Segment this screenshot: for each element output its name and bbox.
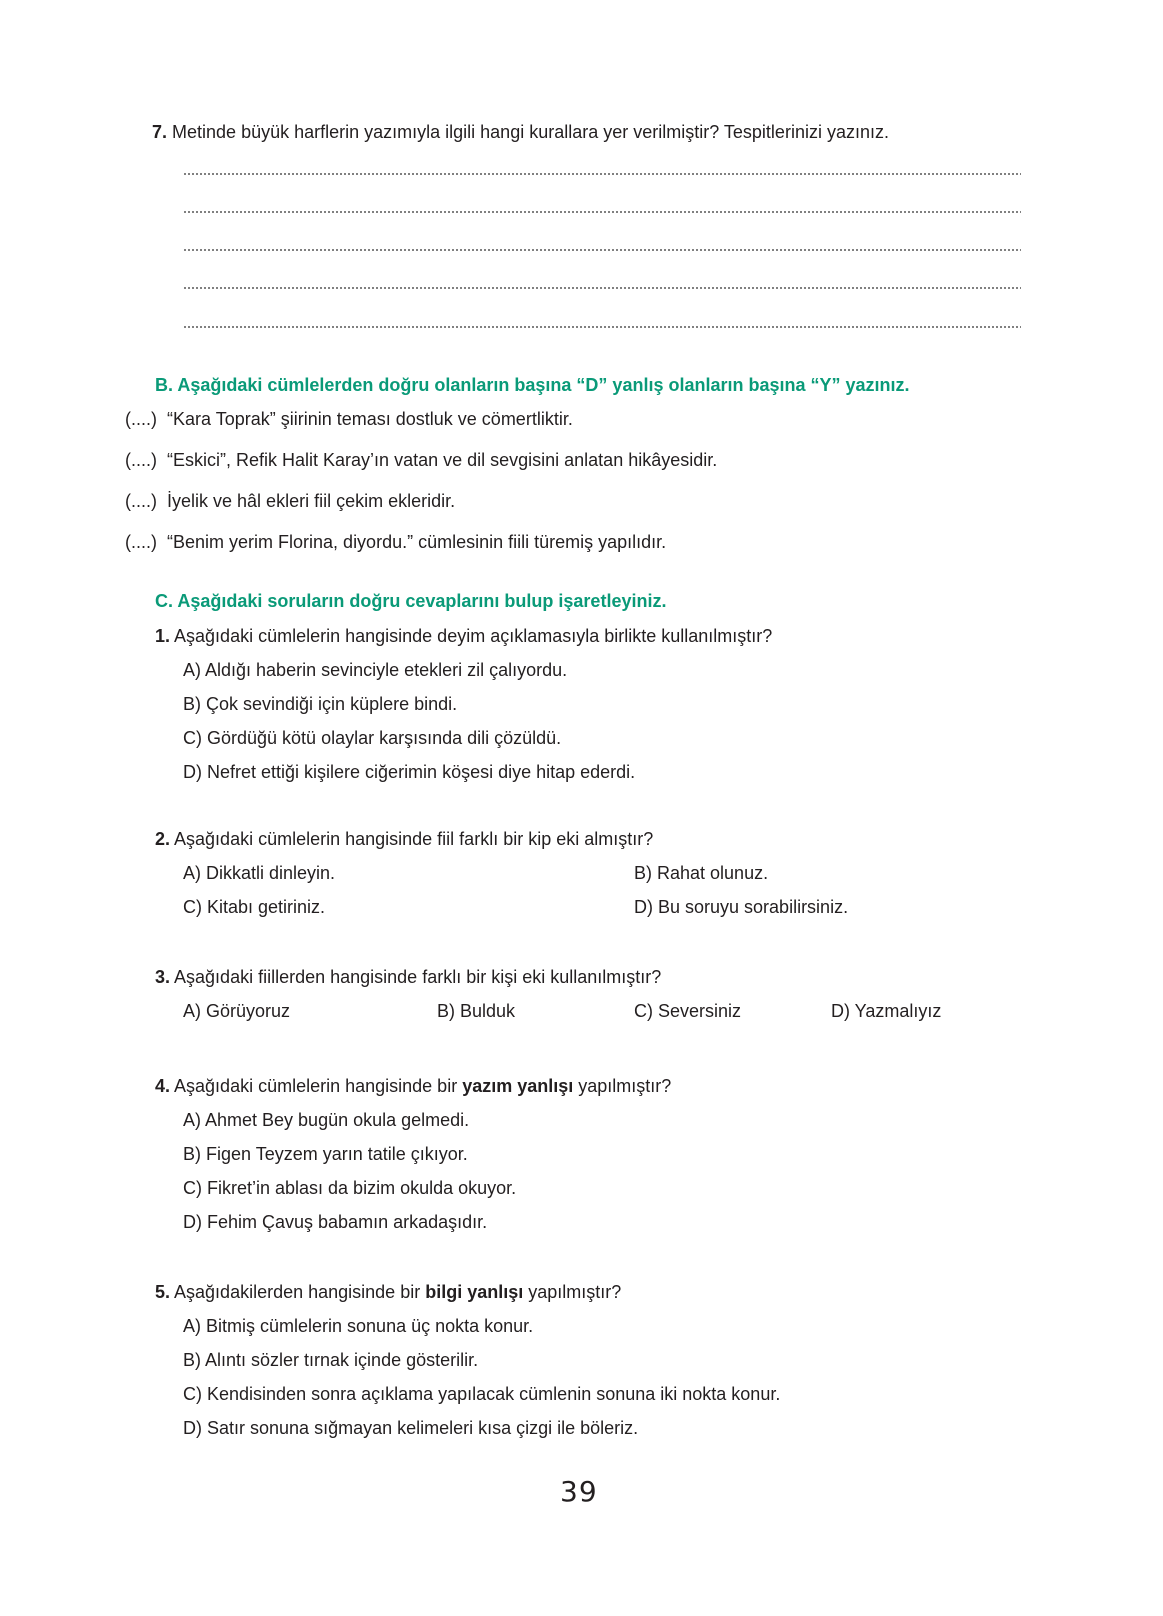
option-d[interactable]: D) Satır sonuna sığmayan kelimeleri kısa çizgi ile böleriz. [183,1418,639,1438]
question-5 [155,1281,621,1303]
answer-blank[interactable]: (....) [125,532,157,552]
option-a[interactable]: A) Aldığı haberin sevinciyle etekleri zil çalıyordu. [183,660,568,680]
option-a[interactable]: A) Bitmiş cümlelerin sonuna üç nokta konur. [183,1316,534,1336]
option-d[interactable]: D) Bu soruyu sorabilirsiniz. [634,897,849,917]
answer-line-1[interactable] [183,173,1021,175]
question-text: Aşağıdaki fiillerden hangisinde farklı bir kişi eki kullanılmıştır? [174,967,662,987]
option-b[interactable]: B) Rahat olunuz. [634,863,769,883]
question-number: 4. [155,1076,171,1096]
answer-line-5[interactable] [183,326,1021,328]
option-c[interactable]: C) Kendisinden sonra açıklama yapılacak cümlenin sonuna iki nokta konur. [183,1384,781,1404]
answer-blank[interactable]: (....) [125,491,157,511]
true-false-item [125,490,455,512]
option-b[interactable]: B) Çok sevindiği için küplere bindi. [183,694,458,714]
true-false-item [125,531,666,553]
statement-text: “Eskici”, Refik Halit Karay’ın vatan ve dil sevgisini anlatan hikâyesidir. [167,450,718,470]
question-4 [155,1075,671,1097]
page-number: 39 [560,1475,598,1508]
question-number: 3. [155,967,171,987]
answer-line-3[interactable] [183,249,1021,251]
answer-line-2[interactable] [183,211,1021,213]
section-b-title: B. Aşağıdaki cümlelerden doğru olanların başına “D” yanlış olanların başına “Y” yazınız. [155,375,910,395]
question-1 [155,625,772,647]
option-a[interactable]: A) Dikkatli dinleyin. [183,863,336,883]
question-text: Aşağıdaki cümlelerin hangisinde fiil farklı bir kip eki almıştır? [174,829,654,849]
question-text-emphasis: bilgi yanlışı [425,1282,524,1302]
statement-text: İyelik ve hâl ekleri fiil çekim ekleridir. [167,491,456,511]
option-c[interactable]: C) Gördüğü kötü olaylar karşısında dili çözüldü. [183,728,562,748]
statement-text: “Benim yerim Florina, diyordu.” cümlesinin fiili türemiş yapılıdır. [167,532,667,552]
answer-blank[interactable]: (....) [125,409,157,429]
question-text-after: yapılmıştır? [573,1076,672,1096]
question-text-before: Aşağıdakilerden hangisinde bir [174,1282,426,1302]
question-number: 2. [155,829,171,849]
question-7 [152,121,889,143]
question-3 [155,966,661,988]
question-2 [155,828,653,850]
option-d[interactable]: D) Nefret ettiği kişilere ciğerimin köşesi diye hitap ederdi. [183,762,636,782]
option-c[interactable]: C) Seversiniz [634,1001,742,1021]
option-a[interactable]: A) Görüyoruz [183,1001,291,1021]
question-text-before: Aşağıdaki cümlelerin hangisinde bir [174,1076,463,1096]
section-c-title: C. Aşağıdaki soruların doğru cevaplarını bulup işaretleyiniz. [155,591,667,611]
answer-line-4[interactable] [183,287,1021,289]
option-b[interactable]: B) Alıntı sözler tırnak içinde gösterilir. [183,1350,479,1370]
question-number: 7. [152,122,168,142]
option-c[interactable]: C) Fikret’in ablası da bizim okulda okuyor. [183,1178,517,1198]
option-a[interactable]: A) Ahmet Bey bugün okula gelmedi. [183,1110,470,1130]
question-text: Aşağıdaki cümlelerin hangisinde deyim açıklamasıyla birlikte kullanılmıştır? [174,626,773,646]
question-text-emphasis: yazım yanlışı [462,1076,574,1096]
question-number: 1. [155,626,171,646]
option-b[interactable]: B) Bulduk [437,1001,516,1021]
true-false-item [125,449,717,471]
option-d[interactable]: D) Yazmalıyız [831,1001,942,1021]
question-number: 5. [155,1282,171,1302]
option-d[interactable]: D) Fehim Çavuş babamın arkadaşıdır. [183,1212,488,1232]
question-text-after: yapılmıştır? [523,1282,622,1302]
statement-text: “Kara Toprak” şiirinin teması dostluk ve cömertliktir. [167,409,573,429]
answer-blank[interactable]: (....) [125,450,157,470]
option-c[interactable]: C) Kitabı getiriniz. [183,897,326,917]
question-text: Metinde büyük harflerin yazımıyla ilgili hangi kurallara yer verilmiştir? Tespitlerinizi yazınız. [172,122,889,142]
option-b[interactable]: B) Figen Teyzem yarın tatile çıkıyor. [183,1144,468,1164]
true-false-item [125,408,573,430]
